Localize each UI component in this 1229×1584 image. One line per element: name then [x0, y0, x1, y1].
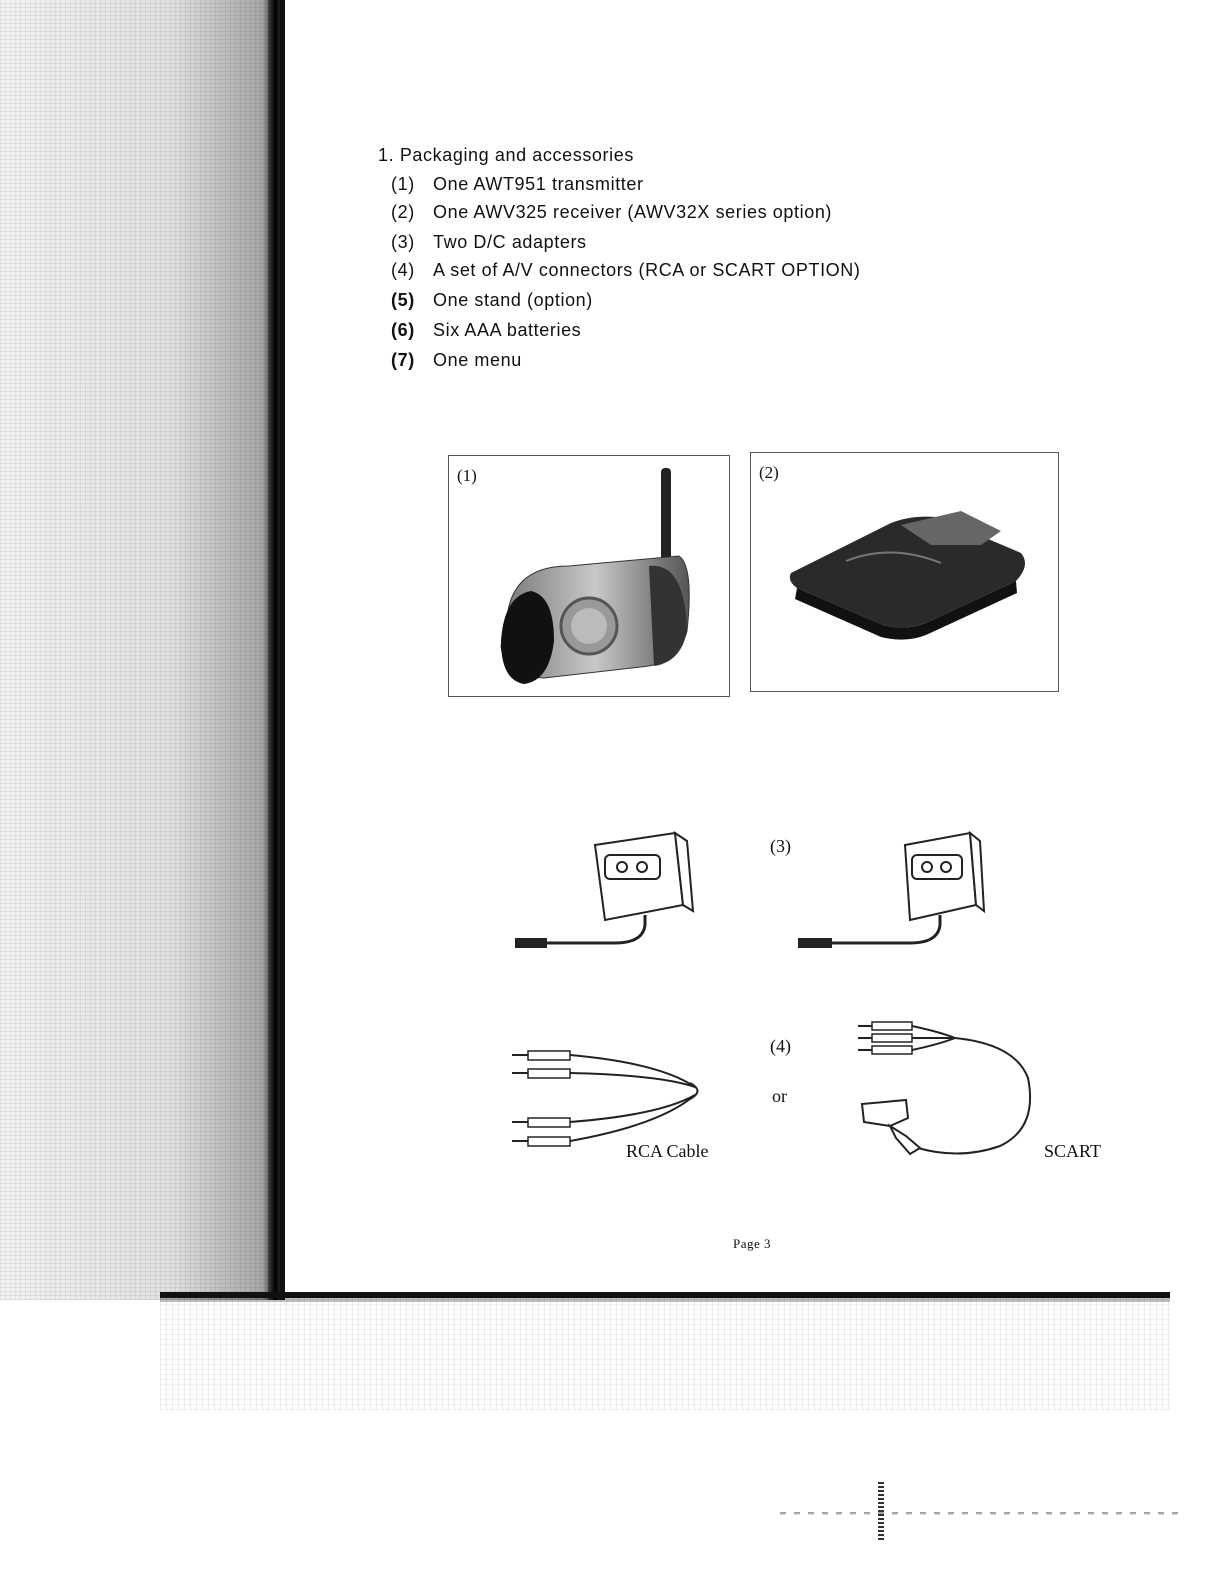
- scan-shadow-left: [0, 0, 285, 1300]
- scan-mark: [878, 1480, 884, 1540]
- item-number: (1): [391, 174, 415, 194]
- transmitter-photo-box: [448, 455, 730, 697]
- connectors-label: (4): [770, 1036, 791, 1056]
- list-item: [391, 351, 522, 369]
- scan-edge-left: [268, 0, 280, 1300]
- list-item: [391, 321, 581, 339]
- item-text: Two D/C adapters: [433, 232, 587, 252]
- item-number: (5): [391, 290, 415, 310]
- figure-label: (2): [759, 463, 779, 482]
- transmitter-illustration: [449, 456, 729, 696]
- receiver-photo-box: [750, 452, 1059, 692]
- item-number: (2): [391, 202, 415, 222]
- scart-label: SCART: [1044, 1141, 1101, 1161]
- list-item: [391, 233, 587, 251]
- item-text: One AWV325 receiver (AWV32X series option): [433, 202, 833, 222]
- list-item: [391, 261, 860, 279]
- item-number: (6): [391, 320, 415, 340]
- section-heading: 1. Packaging and accessories: [378, 145, 634, 165]
- scart-cable-illustration: [850, 1018, 1050, 1168]
- rca-cable-label: RCA Cable: [626, 1141, 709, 1161]
- rca-cable-illustration: [510, 1045, 720, 1155]
- figure-label: (1): [457, 466, 477, 485]
- item-text: One AWT951 transmitter: [433, 174, 644, 194]
- adapters-label: (3): [770, 836, 791, 856]
- receiver-illustration: [751, 453, 1058, 691]
- item-text: One menu: [433, 350, 522, 370]
- dc-adapter-illustration: [505, 825, 705, 965]
- dc-adapter-illustration: [790, 825, 990, 965]
- list-item: [391, 203, 832, 221]
- scan-shadow-bottom: [160, 1292, 1170, 1410]
- or-label: or: [772, 1086, 787, 1106]
- scan-dashes: [780, 1500, 1180, 1530]
- list-item: [391, 291, 593, 309]
- item-number: (7): [391, 350, 415, 370]
- list-item: [391, 175, 644, 193]
- item-number: (4): [391, 260, 415, 280]
- item-text: Six AAA batteries: [433, 320, 582, 340]
- item-text: A set of A/V connectors (RCA or SCART OPTION): [433, 260, 861, 280]
- page-number: Page 3: [733, 1236, 772, 1251]
- item-text: One stand (option): [433, 290, 593, 310]
- item-number: (3): [391, 232, 415, 252]
